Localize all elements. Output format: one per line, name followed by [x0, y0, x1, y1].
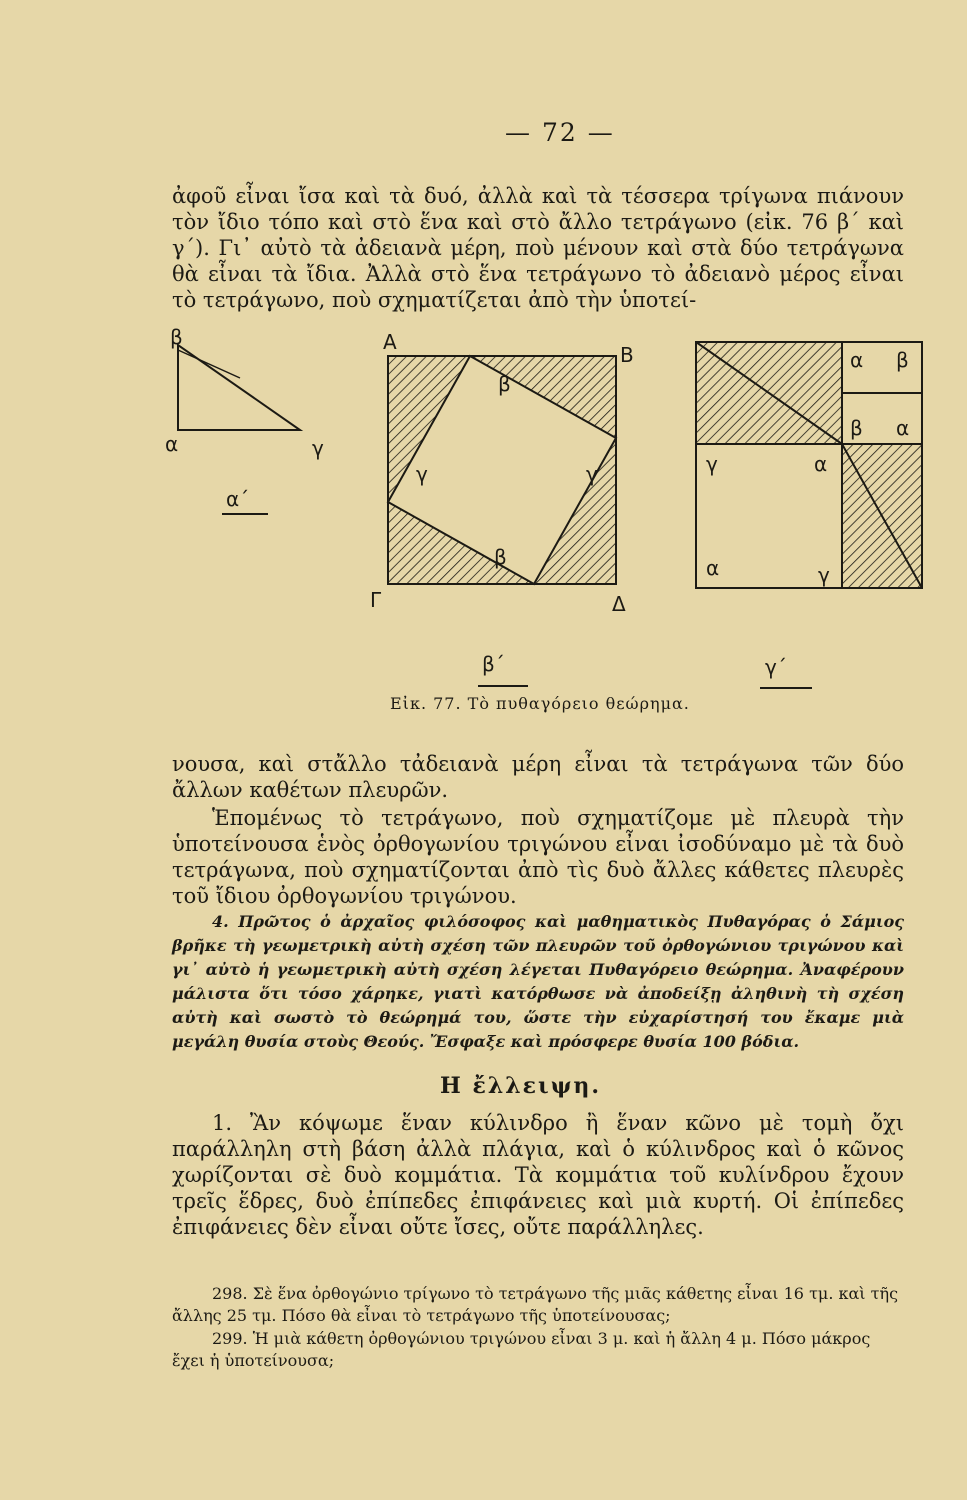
vertex-Gamma: Γ: [370, 588, 382, 612]
label-g-small: γ: [312, 436, 324, 460]
label-a-right-3: α: [814, 452, 828, 476]
label-b-right-2: β: [850, 416, 863, 440]
figure-caption: Εἰκ. 77. Τὸ πυθαγόρειο θεώρημα.: [390, 694, 690, 713]
label-sub-a: α΄: [226, 487, 250, 511]
paragraph-continuation: ἀφοῦ εἶναι ἴσα καὶ τὰ δυό, ἀλλὰ καὶ τὰ τέσσερα τρίγωνα πιάνουν τὸν ἴδιο τόπο καὶ στὸ ἕνα καὶ στὸ ἄλλο τετράγωνο (εἰκ. 76 β΄ καὶ γ΄). Γι᾽ αὐτὸ τὰ ἀδειανὰ μέρη, ποὺ μένουν καὶ στὰ δύο τετράγωνα θὰ εἶναι τὰ ἴδια. Ἀλλὰ στὸ ἕνα τετράγωνο τὸ ἀδειανὸ μέρος εἶναι τὸ τετράγωνο, ποὺ σχηματίζεται ἀπὸ τὴν ὑποτεί-: [172, 184, 904, 312]
exercise-299: 299. Ἡ μιὰ κάθετη ὀρθογώνιου τριγώνου εἶναι 3 μ. καὶ ἡ ἄλλη 4 μ. Πόσο μάκρος ἔχει ἡ ὑποτείνουσα;: [172, 1329, 871, 1370]
page-number: — 72 —: [505, 118, 615, 147]
label-b-right-1: β: [896, 348, 909, 372]
vertex-Delta: Δ: [612, 592, 626, 616]
label-sub-b: β΄: [482, 652, 505, 676]
exercise-298: 298. Σὲ ἕνα ὀρθογώνιο τρίγωνο τὸ τετράγωνο τῆς μιᾶς κάθετης εἶναι 16 τμ. καὶ τῆς ἄλλης 25 τμ. Πόσο θὰ εἶναι τὸ τετράγωνο τῆς ὑποτείνουσας;: [172, 1284, 899, 1325]
paragraph-5-ellipse: 1. Ἂν κόψωμε ἕναν κύλινδρο ἢ ἕναν κῶνο μὲ τομὴ ὄχι παράλληλη στὴ βάση ἀλλὰ πλάγια, καὶ ὁ κύλινδρος καὶ ὁ κῶνος χωρίζονται σὲ δυὸ κομμάτια. Τὰ κομμάτια τοῦ κυλίνδρου ἔχουν τρεῖς ἕδρες, δυὸ ἐπίπεδες ἐπιφάνειες καὶ μιὰ κυρτή. Οἱ ἐπίπεδες ἐπιφάνειες δὲν εἶναι οὔτε ἴσες, οὔτε παράλληλες.: [172, 1111, 904, 1239]
label-a-small: α: [165, 432, 179, 456]
label-g-mid-right: γ: [586, 462, 598, 486]
label-b-mid-top: β: [498, 372, 511, 396]
label-a-right-2: α: [896, 416, 910, 440]
label-g-mid-left: γ: [416, 462, 428, 486]
label-b-mid-bottom: β: [494, 545, 507, 569]
section-heading: Η ἔλλειψη.: [440, 1073, 602, 1099]
paragraph-2: νουσα, καὶ στἄλλο τἀδειανὰ μέρη εἶναι τὰ τετράγωνα τῶν δύο ἄλλων καθέτων πλευρῶν.: [172, 752, 904, 802]
vertex-A: Α: [383, 330, 397, 354]
label-g-right-2: γ: [818, 563, 830, 587]
paragraph-3: Ἑπομένως τὸ τετράγωνο, ποὺ σχηματίζομε μὲ πλευρὰ τὴν ὑποτείνουσα ἑνὸς ὀρθογωνίου τριγώνου εἶναι ἰσοδύναμο μὲ τὰ δυὸ τετράγωνα, ποὺ σχηματίζονται ἀπὸ τὶς δυὸ ἄλλες κάθετες πλευρὲς τοῦ ἴδιου ὀρθογωνίου τριγώνου.: [172, 806, 904, 908]
label-a-right-4: α: [706, 556, 720, 580]
label-b-small: β: [170, 325, 183, 349]
label-g-right-1: γ: [706, 452, 718, 476]
label-sub-g: γ΄: [765, 655, 787, 679]
paragraph-4-pythagoras: 4. Πρῶτος ὁ ἀρχαῖος φιλόσοφος καὶ μαθηματικὸς Πυθαγόρας ὁ Σάμιος βρῆκε τὴ γεωμετρικὴ αὐτὴ σχέση τῶν πλευρῶν τοῦ ὀρθογώνιου τριγώνου καὶ γι᾽ αὐτὸ ἡ γεωμετρικὴ αὐτὴ σχέση λέγεται Πυθαγόρειο θεώρημα. Ἀναφέρουν μάλιστα ὅτι τόσο χάρηκε, γιατὶ κατόρθωσε νὰ ἀποδείξῃ ἀληθινὴ τὴ σχέση αὐτὴ καὶ σωστὸ τὸ θεώρημά του, ὥστε τὴν εὐχαρίστησή του ἔκαμε μιὰ μεγάλη θυσία στοὺς Θεούς. Ἔσφαξε καὶ πρόσφερε θυσία 100 βόδια.: [172, 912, 904, 1051]
vertex-B: Β: [620, 343, 634, 367]
label-a-right-1: α: [850, 348, 864, 372]
